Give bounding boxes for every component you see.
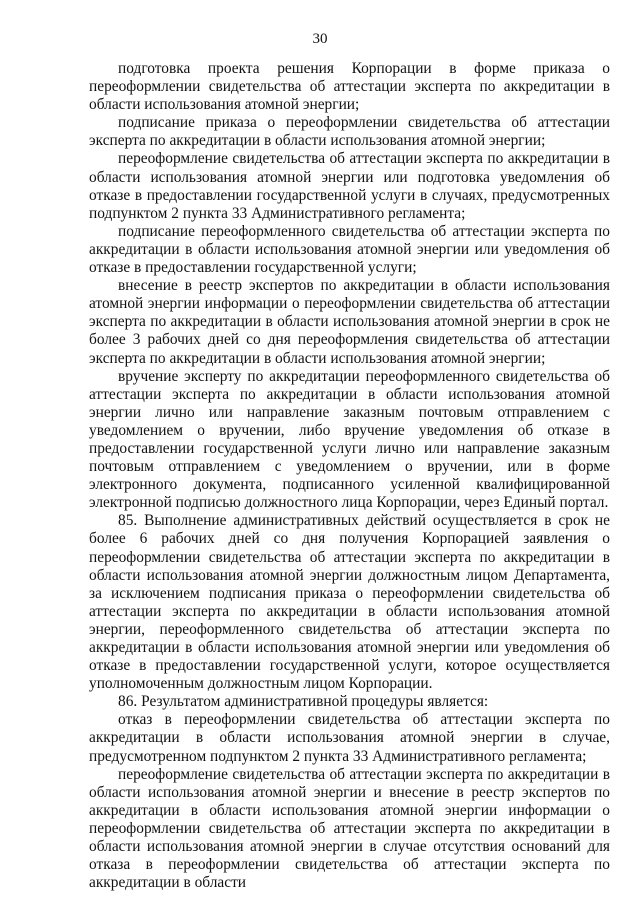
paragraph-86: 86. Результатом административной процедуры является: <box>118 693 489 711</box>
page-number: 30 <box>312 31 328 47</box>
paragraph-85: 85. Выполнение административных действий осуществляется в срок не более 6 рабочих дней со дня получения Корпорацией заявления о переоформлении свидетельства об аттестации эксперта по аккредитации в области использования атомной энергии должностным лицом Департамента, за исключением подписания приказа о переоформлении свидетельства об аттестации эксперта по аккредитации в области использования атомной энергии, переоформленного свидетельства об аттестации эксперта по аккредитации в области использования атомной энергии или уведомления об отказе в предоставлении государственной услуги, которое осуществляется уполномоченным должностным лицом Корпорации. <box>89 512 610 693</box>
paragraph: вручение эксперту по аккредитации переоформленного свидетельства об аттестации эксперта по аккредитации в области использования атомной энергии лично или направление заказным почтовым отправлением с уведомлением о вручении, либо вручение уведомления об отказе в предоставлении государственной услуги лично или направление заказным почтовым отправлением с уведомлением о вручении, или в форме электронного документа, подписанного усиленной квалифицированной электронной подписью должностного лица Корпорации, через Единый портал. <box>89 367 610 512</box>
paragraph: подписание переоформленного свидетельства об аттестации эксперта по аккредитации в области использования атомной энергии или уведомления об отказе в предоставлении государственной услуги; <box>89 222 610 277</box>
paragraph: подготовка проекта решения Корпорации в форме приказа о переоформлении свидетельства об аттестации эксперта по аккредитации в области использования атомной энергии; <box>89 60 610 114</box>
paragraph: подписание приказа о переоформлении свидетельства об аттестации эксперта по аккредитации в области использования атомной энергии; <box>89 114 610 150</box>
paragraph: переоформление свидетельства об аттестации эксперта по аккредитации в области использования атомной энергии или подготовка уведомления об отказе в предоставлении государственной услуги в случаях, предусмотренных подпунктом 2 пункта 33 Административного регламента; <box>89 150 610 222</box>
paragraph: переоформление свидетельства об аттестации эксперта по аккредитации в области использования атомной энергии и внесение в реестр экспертов по аккредитации в области использования атомной энергии информации о переоформлении свидетельства об аттестации эксперта по аккредитации в области использования атомной энергии в случае отсутствия оснований для отказа в переоформлении свидетельства об аттестации эксперта по аккредитации в области <box>89 765 610 892</box>
body-text <box>89 60 610 892</box>
paragraph: внесение в реестр экспертов по аккредитации в области использования атомной энергии информации о переоформлении свидетельства об аттестации эксперта по аккредитации в области использования атомной энергии в срок не более 3 рабочих дней со дня переоформления свидетельства об аттестации эксперта по аккредитации в области использования атомной энергии; <box>89 277 610 367</box>
paragraph: отказ в переоформлении свидетельства об аттестации эксперта по аккредитации в области использования атомной энергии в случае, предусмотренном подпунктом 2 пункта 33 Административного регламента; <box>89 711 610 765</box>
